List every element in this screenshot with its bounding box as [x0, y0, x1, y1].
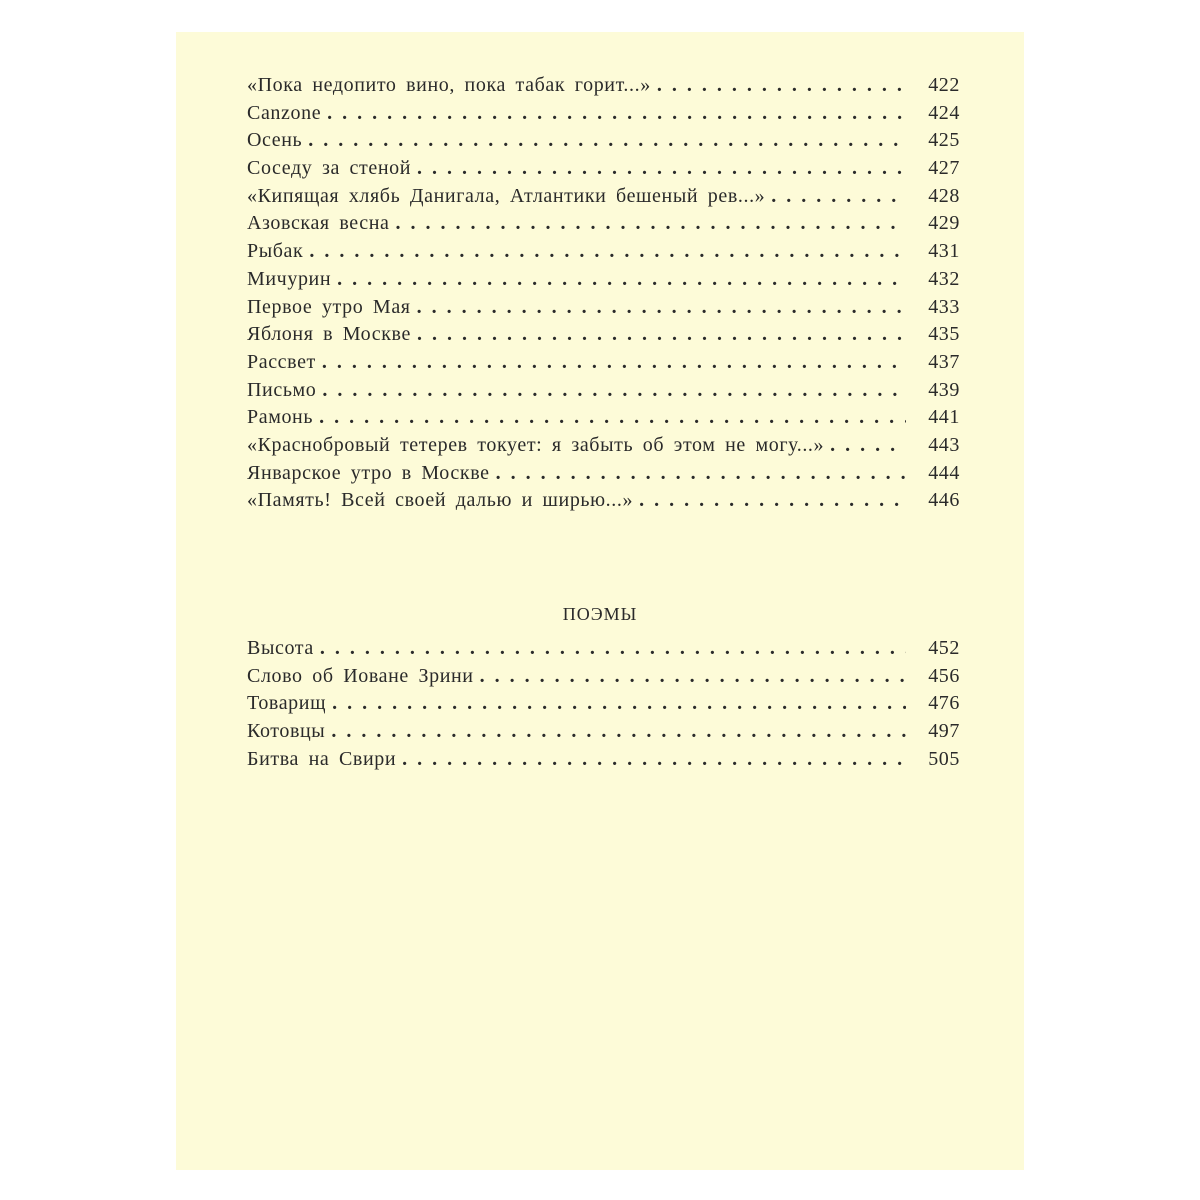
- dot-leader: [411, 294, 906, 322]
- dot-leader: [325, 718, 906, 746]
- dot-leader: [824, 432, 906, 460]
- toc-entry-title: Товарищ: [247, 692, 327, 715]
- toc-entry-page: 476: [928, 692, 960, 715]
- toc-entry-page: 435: [928, 323, 960, 346]
- toc-entry: [247, 432, 960, 460]
- toc-entry-title: Рамонь: [247, 406, 314, 429]
- toc-poems-list: [247, 635, 960, 773]
- toc-entry: [247, 210, 960, 238]
- dot-leader: [474, 663, 906, 691]
- toc-entry: [247, 266, 960, 294]
- toc-entry-page: 439: [928, 378, 960, 401]
- toc-entry: [247, 183, 960, 211]
- toc-entry-page: 441: [928, 406, 960, 429]
- dot-leader: [389, 210, 906, 238]
- toc-entry: [247, 690, 960, 718]
- toc-entry-title: Соседу за стеной: [247, 157, 412, 180]
- dot-leader: [331, 266, 906, 294]
- toc-entry-page: 431: [928, 240, 960, 263]
- dot-leader: [651, 72, 906, 100]
- toc-entry: [247, 349, 960, 377]
- dot-leader: [314, 635, 906, 663]
- toc-entry-page: 437: [928, 350, 960, 373]
- toc-entry-page: 433: [928, 295, 960, 318]
- toc-entry: [247, 238, 960, 266]
- toc-entry: [247, 487, 960, 515]
- toc-entry: [247, 127, 960, 155]
- dot-leader: [326, 690, 906, 718]
- toc-entry-title: Мичурин: [247, 267, 332, 290]
- dot-leader: [313, 404, 906, 432]
- toc-entry-page: 456: [928, 664, 960, 687]
- toc-entry: [247, 746, 960, 774]
- toc-entry-page: 505: [928, 747, 960, 770]
- dot-leader: [302, 127, 906, 155]
- toc-entry-title: Canzone: [247, 101, 322, 124]
- dot-leader: [321, 100, 906, 128]
- toc-entry: [247, 718, 960, 746]
- toc-entry: [247, 663, 960, 691]
- toc-entry-title: Письмо: [247, 378, 317, 401]
- toc-entry-page: 425: [928, 129, 960, 152]
- toc-entry-page: 422: [928, 74, 960, 96]
- dot-leader: [303, 238, 906, 266]
- toc-entry-title: Азовская весна: [247, 212, 390, 235]
- toc-entry-title: Осень: [247, 129, 303, 152]
- dot-leader: [633, 487, 906, 515]
- toc-entry-page: 446: [928, 489, 960, 512]
- book-page: [176, 32, 1024, 1170]
- toc-entry-title: Январское утро в Москве: [247, 461, 490, 484]
- toc-entry-page: 452: [928, 637, 960, 659]
- toc-entry-title: Высота: [247, 637, 314, 659]
- toc-entry-title: Рассвет: [247, 350, 316, 373]
- toc-entry: [247, 460, 960, 488]
- toc-entry-page: 444: [928, 461, 960, 484]
- toc-list: [247, 72, 960, 515]
- dot-leader: [316, 377, 906, 405]
- toc-entry-title: Рыбак: [247, 240, 304, 263]
- dot-leader: [411, 321, 906, 349]
- toc-entry-title: «Кипящая хлябь Данигала, Атлантики бешеный рев...»: [247, 184, 766, 207]
- toc-entry: [247, 321, 960, 349]
- toc-entry-page: 427: [928, 157, 960, 180]
- toc-entry: [247, 404, 960, 432]
- toc-entry: [247, 377, 960, 405]
- toc-entry-page: 432: [928, 267, 960, 290]
- toc-entry-page: 429: [928, 212, 960, 235]
- toc-entry: [247, 100, 960, 128]
- dot-leader: [411, 155, 906, 183]
- toc-entry-page: 443: [928, 433, 960, 456]
- toc-entry-title: Битва на Свири: [247, 747, 397, 770]
- toc-entry-page: 428: [928, 184, 960, 207]
- toc-entry-title: Слово об Иоване Зрини: [247, 664, 474, 687]
- toc-entry-title: «Краснобровый тетерев токует: я забыть об этом не могу...»: [247, 433, 825, 456]
- toc-entry-page: 424: [928, 101, 960, 124]
- dot-leader: [316, 349, 906, 377]
- section-heading: ПОЭМЫ: [562, 604, 638, 624]
- toc-entry-title: «Память! Всей своей далью и ширью...»: [247, 489, 634, 512]
- toc-entry-title: Первое утро Мая: [247, 295, 411, 318]
- toc-entry: [247, 635, 960, 663]
- toc-entry-title: «Пока недопито вино, пока табак горит...»: [247, 74, 651, 96]
- dot-leader: [396, 746, 906, 774]
- toc-entry-title: Котовцы: [247, 720, 326, 743]
- toc-entry-title: Яблоня в Москве: [247, 323, 411, 346]
- toc-entry: [247, 294, 960, 322]
- dot-leader: [765, 183, 906, 211]
- toc-entry: [247, 72, 960, 100]
- dot-leader: [490, 460, 906, 488]
- toc-entry-page: 497: [928, 720, 960, 743]
- toc-entry: [247, 155, 960, 183]
